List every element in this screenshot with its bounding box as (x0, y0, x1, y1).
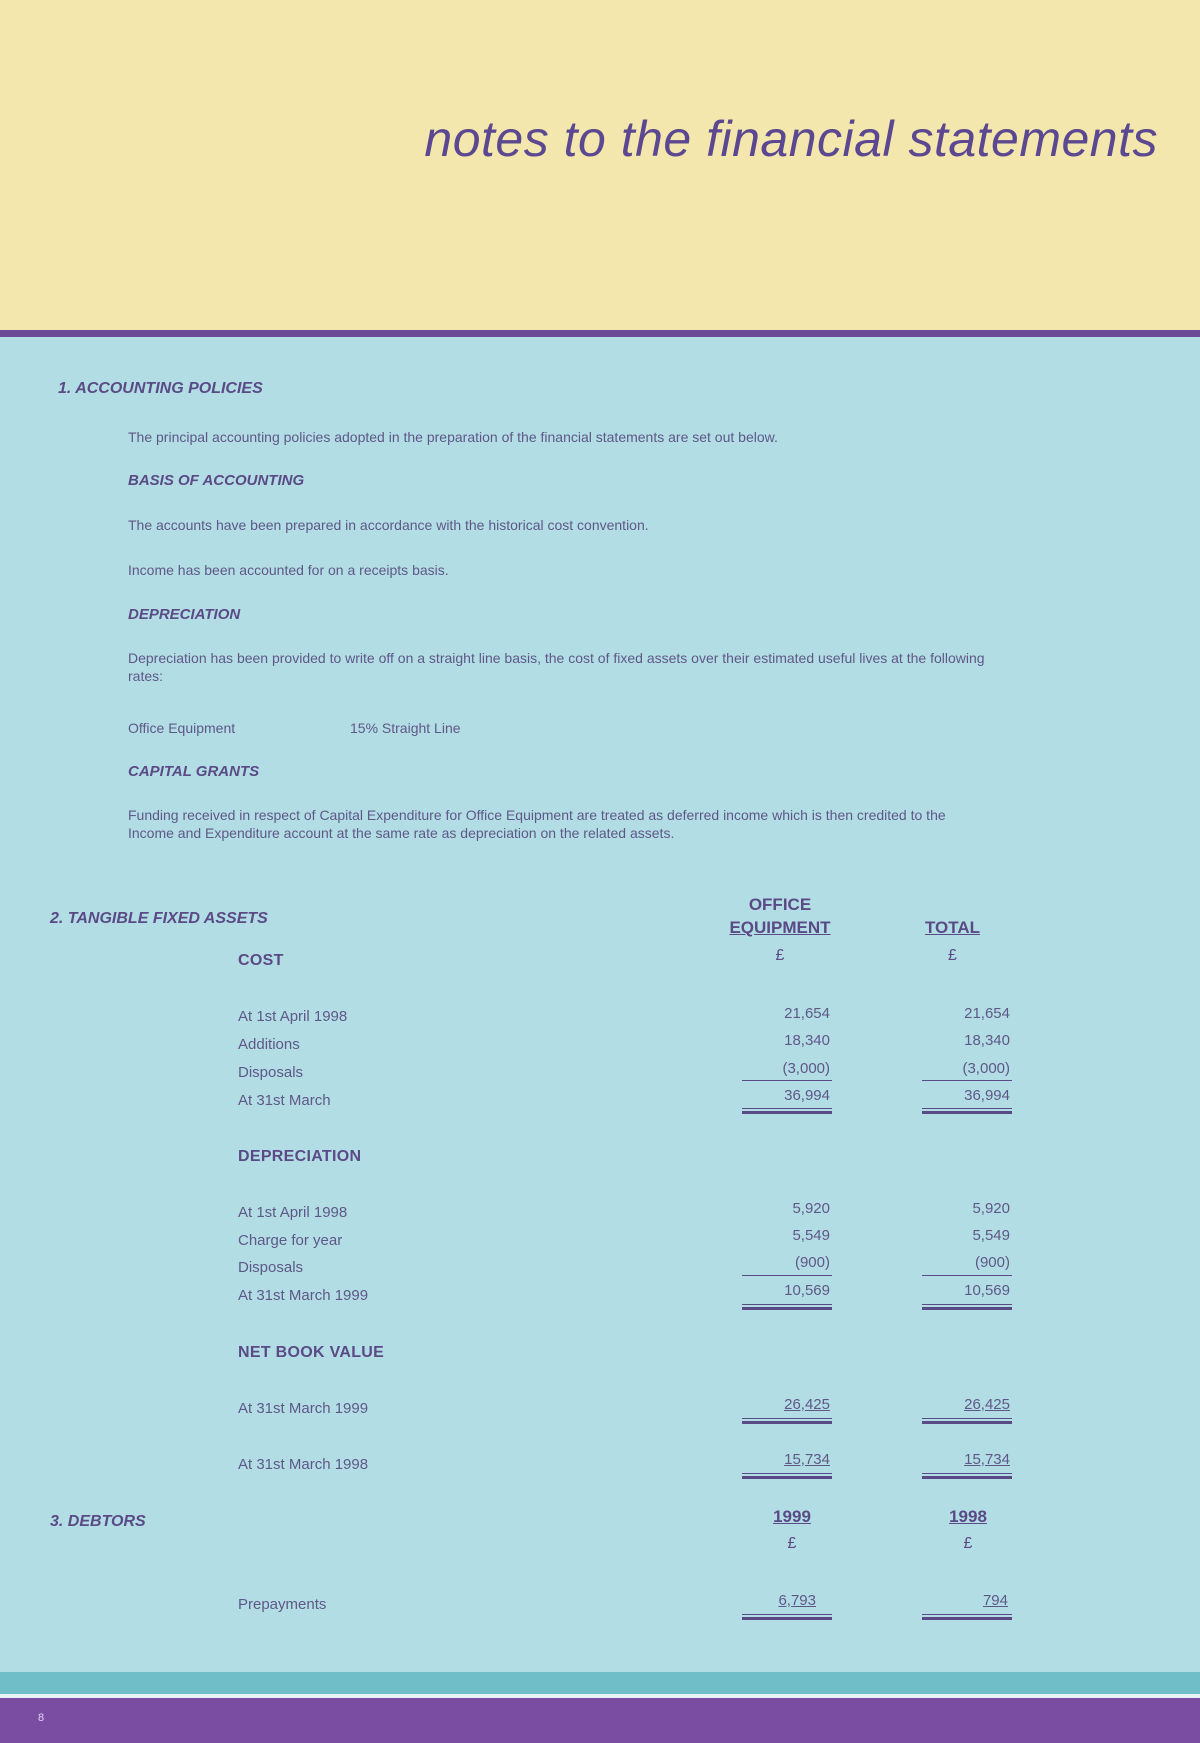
subheading-depreciation: DEPRECIATION (128, 606, 241, 623)
col-header-office-line2: EQUIPMENT (729, 918, 831, 937)
content-panel (0, 337, 1200, 1672)
cell-office: (3,000) (782, 1060, 830, 1077)
cell-office: (900) (794, 1254, 830, 1271)
policies-intro: The principal accounting policies adopted in the preparation of the financial statements are set out below. (128, 429, 778, 445)
col-header-office-line1: OFFICE (748, 895, 812, 914)
section-heading-accounting-policies: 1. ACCOUNTING POLICIES (58, 380, 263, 397)
total-double-rule (922, 1418, 1012, 1424)
cell-total: 10,569 (964, 1282, 1010, 1299)
cell-total: 5,549 (972, 1227, 1010, 1244)
table-row-label: At 31st March 1999 (238, 1287, 369, 1304)
basis-paragraph-1: The accounts have been prepared in accordance with the historical cost convention. (128, 517, 649, 533)
total-double-rule (742, 1473, 832, 1479)
cell-total: 36,994 (964, 1087, 1010, 1104)
page-title: notes to the financial statements (424, 111, 1158, 167)
subheading-capital-grants: CAPITAL GRANTS (128, 763, 260, 780)
cell-total: (900) (974, 1254, 1010, 1271)
subtotal-rule (922, 1275, 1012, 1276)
currency-total: £ (948, 947, 957, 964)
table-row-label: At 31st March (238, 1092, 331, 1109)
cell-office: 10,569 (784, 1282, 830, 1299)
cell-office: 36,994 (784, 1087, 830, 1104)
table-row-label: Additions (238, 1036, 300, 1053)
table-row-label: At 1st April 1998 (238, 1008, 348, 1025)
group-heading-net-book-value: NET BOOK VALUE (238, 1344, 385, 1361)
total-double-rule (922, 1304, 1012, 1310)
footer-teal-strip (0, 1672, 1200, 1694)
currency-office: £ (775, 947, 785, 964)
section-heading-debtors: 3. DEBTORS (50, 1513, 146, 1530)
subtotal-rule (742, 1275, 832, 1276)
total-double-rule (922, 1108, 1012, 1114)
cell-office: 21,654 (784, 1005, 830, 1022)
depreciation-paragraph: Depreciation has been provided to write off on a straight line basis, the cost of fixed assets over their estimated useful lives at the following rates: (128, 650, 985, 684)
header-divider (0, 330, 1200, 337)
table-row-label: Disposals (238, 1259, 304, 1276)
total-double-rule (742, 1418, 832, 1424)
subheading-basis: BASIS OF ACCOUNTING (128, 472, 305, 489)
cell-total: 5,920 (972, 1200, 1010, 1217)
section-heading-fixed-assets: 2. TANGIBLE FIXED ASSETS (50, 910, 268, 927)
cell-1998: 794 (982, 1592, 1008, 1609)
cell-office: 5,920 (792, 1200, 830, 1217)
total-double-rule (922, 1473, 1012, 1479)
table-row-label: At 31st March 1998 (238, 1456, 369, 1473)
group-heading-cost: COST (238, 952, 284, 969)
currency-1999: £ (787, 1535, 797, 1552)
cell-total: 15,734 (964, 1451, 1010, 1468)
table-row-label: Charge for year (238, 1232, 343, 1249)
depreciation-asset: Office Equipment (128, 720, 236, 736)
table-row-label: At 31st March 1999 (238, 1400, 369, 1417)
cell-total: (3,000) (962, 1060, 1010, 1077)
depreciation-rate: 15% Straight Line (350, 720, 461, 736)
table-row-label: Prepayments (238, 1596, 327, 1613)
cell-total: 18,340 (964, 1032, 1010, 1049)
cell-office: 18,340 (784, 1032, 830, 1049)
footer-band (0, 1698, 1200, 1743)
cell-office: 5,549 (792, 1227, 830, 1244)
col-header-1998: 1998 (949, 1507, 987, 1526)
subtotal-rule (742, 1080, 832, 1081)
capital-grants-paragraph: Funding received in respect of Capital Expenditure for Office Equipment are treated as deferred income which is then credited to the Income and Expenditure account at the same rate as depreciation on the related assets. (128, 807, 946, 841)
cell-office: 15,734 (784, 1451, 830, 1468)
col-header-total: TOTAL (924, 918, 981, 937)
cell-office: 26,425 (784, 1396, 830, 1413)
total-double-rule (922, 1614, 1012, 1620)
basis-paragraph-2: Income has been accounted for on a receipts basis. (128, 562, 449, 578)
col-header-1999: 1999 (773, 1507, 811, 1526)
table-row-label: At 1st April 1998 (238, 1204, 348, 1221)
total-double-rule (742, 1108, 832, 1114)
group-heading-depreciation: DEPRECIATION (238, 1148, 362, 1165)
page-number: 8 (38, 1712, 45, 1724)
cell-total: 21,654 (964, 1005, 1010, 1022)
cell-1999: 6,793 (778, 1592, 816, 1609)
cell-total: 26,425 (964, 1396, 1010, 1413)
total-double-rule (742, 1614, 832, 1620)
table-row-label: Disposals (238, 1064, 304, 1081)
currency-1998: £ (963, 1535, 973, 1552)
total-double-rule (742, 1304, 832, 1310)
subtotal-rule (922, 1080, 1012, 1081)
